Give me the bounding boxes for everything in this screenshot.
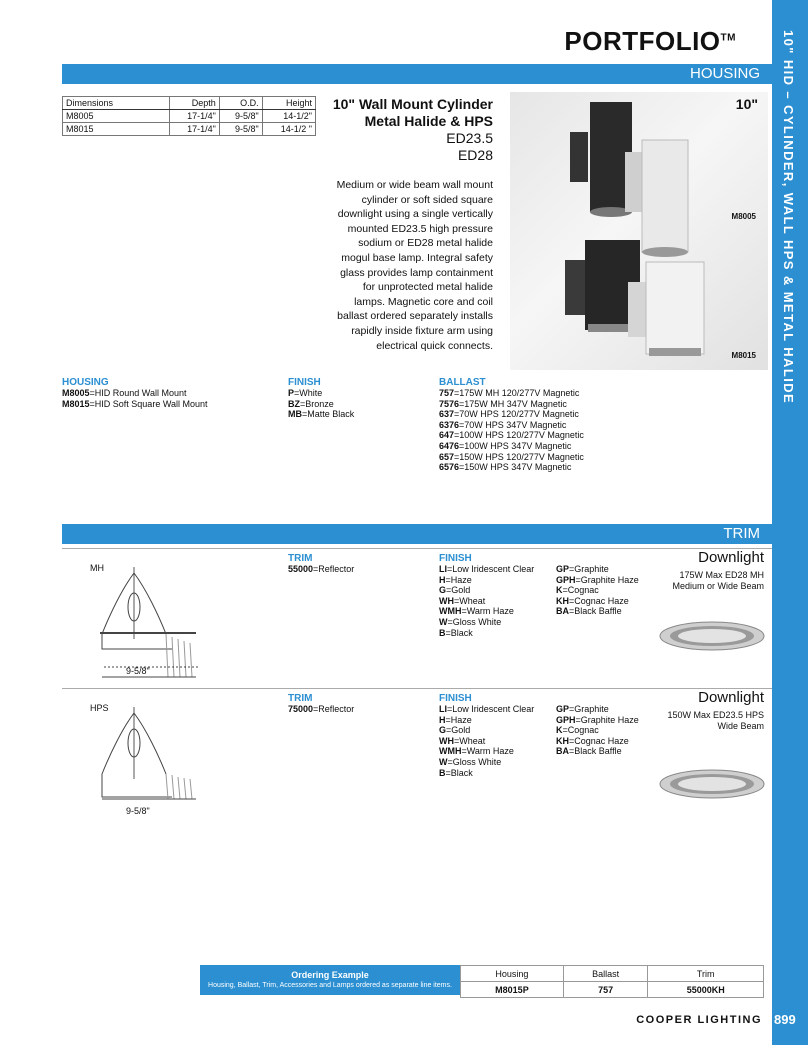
list-item xyxy=(62,388,282,399)
photo-label-m8015: M8015 xyxy=(731,351,756,360)
downlight-spec xyxy=(644,570,764,592)
list-item xyxy=(439,704,559,715)
trim-bar: TRIM xyxy=(62,524,772,544)
option-desc: =150W HPS 120/277V Magnetic xyxy=(454,451,584,462)
reflector-drawing-icon xyxy=(92,559,242,679)
table-header: Housing xyxy=(461,966,564,982)
list-item xyxy=(439,617,559,628)
option-code: WMH xyxy=(439,606,462,617)
option-code: W xyxy=(439,616,448,627)
product-title-block xyxy=(330,96,493,164)
finish-heading: FINISH xyxy=(439,693,472,704)
option-code: 637 xyxy=(439,409,455,420)
option-desc: =Bronze xyxy=(300,398,334,409)
table-header-row xyxy=(63,97,316,110)
option-code: 6376 xyxy=(439,419,460,430)
table-row xyxy=(63,110,316,123)
option-code: BA xyxy=(556,606,569,617)
option-code: GPH xyxy=(556,714,576,725)
lamp-type-2: ED28 xyxy=(457,147,493,163)
list-item xyxy=(439,441,639,452)
dimensions-table xyxy=(62,96,316,136)
option-desc: =Cognac xyxy=(562,585,599,596)
option-code: KH xyxy=(556,735,569,746)
option-desc: =Cognac Haze xyxy=(569,595,629,606)
list-item xyxy=(62,399,282,410)
option-desc: =White xyxy=(294,388,323,398)
table-cell: 757 xyxy=(563,982,648,998)
option-desc: =150W HPS 347V Magnetic xyxy=(459,462,572,473)
finish-heading: FINISH xyxy=(288,377,321,388)
list-item xyxy=(439,757,559,768)
option-code: H xyxy=(439,714,446,725)
option-code: G xyxy=(439,725,447,736)
list-item xyxy=(439,746,559,757)
list-item xyxy=(288,704,354,715)
table-cell: 9-5/8" xyxy=(219,110,262,123)
ballast-heading: BALLAST xyxy=(439,377,486,388)
downlight-spec-line: 150W Max ED23.5 HPS xyxy=(667,710,764,720)
downlight-spec xyxy=(644,710,764,732)
option-code: GPH xyxy=(556,574,576,585)
option-desc: =Haze xyxy=(445,574,472,585)
downlight-spec-line: 175W Max ED28 MH xyxy=(679,570,764,580)
housing-options xyxy=(62,377,282,409)
list-item xyxy=(439,715,559,726)
option-desc: =Wheat xyxy=(454,595,486,606)
table-cell: 14-1/2" xyxy=(262,110,315,123)
table-cell: M8015 xyxy=(63,123,170,136)
option-desc: =Graphite Haze xyxy=(575,714,639,725)
option-desc: =Gloss White xyxy=(447,616,502,627)
option-code: LI xyxy=(439,704,447,714)
option-code: B xyxy=(439,627,446,638)
option-code: GP xyxy=(556,564,570,574)
option-code: 55000 xyxy=(288,564,314,574)
photo-label-m8005: M8005 xyxy=(731,212,756,221)
option-desc: =Black Baffle xyxy=(569,746,622,757)
table-row xyxy=(63,123,316,136)
table-header: Trim xyxy=(648,966,764,982)
table-row xyxy=(461,982,764,998)
downlight-spec-line: Medium or Wide Beam xyxy=(672,581,764,591)
list-item xyxy=(288,409,428,420)
ordering-example xyxy=(200,965,460,995)
trim-ring-icon xyxy=(659,769,765,799)
table-header: Dimensions xyxy=(63,97,170,110)
option-desc: =100W HPS 120/277V Magnetic xyxy=(454,430,584,441)
trim-heading: TRIM xyxy=(288,553,313,564)
option-code: WMH xyxy=(439,746,462,757)
list-item xyxy=(556,596,666,607)
option-desc: =Black xyxy=(445,767,473,778)
list-item xyxy=(439,409,639,420)
option-desc: =Black Baffle xyxy=(569,606,622,617)
product-photo xyxy=(510,92,768,370)
downlight-title: Downlight xyxy=(698,549,764,566)
option-desc: =Reflector xyxy=(313,564,355,574)
option-desc: =Gold xyxy=(446,585,471,596)
list-item xyxy=(288,399,428,410)
option-desc: =Black xyxy=(445,627,473,638)
option-desc: =HID Round Wall Mount xyxy=(89,388,187,398)
option-desc: =Wheat xyxy=(454,735,486,746)
option-desc: =Haze xyxy=(445,714,472,725)
option-code: 75000 xyxy=(288,704,314,714)
downlight-spec-line: Wide Beam xyxy=(717,721,764,731)
option-code: 6576 xyxy=(439,462,460,473)
table-cell: 17-1/4" xyxy=(170,110,220,123)
trim-ring-icon xyxy=(659,621,765,651)
side-label: 10" HID – CYLINDER, WALL HPS & METAL HALIDE xyxy=(781,30,796,405)
table-cell: 9-5/8" xyxy=(219,123,262,136)
trim-block-hps xyxy=(62,688,772,829)
lamp-type-1: ED23.5 xyxy=(446,130,493,146)
trim-finish-col1 xyxy=(439,553,559,638)
option-desc: =Graphite xyxy=(569,704,609,714)
brand-tm: TM xyxy=(720,32,736,44)
option-desc: =100W HPS 347V Magnetic xyxy=(459,440,572,451)
finish-heading: FINISH xyxy=(439,553,472,564)
option-desc: =175W MH 347V Magnetic xyxy=(459,398,567,409)
option-desc: =Reflector xyxy=(313,704,355,714)
option-code: P xyxy=(288,388,295,398)
option-code: BZ xyxy=(288,398,300,409)
brand-title xyxy=(564,26,736,57)
size-label: 10" xyxy=(735,96,758,112)
option-desc: =70W HPS 347V Magnetic xyxy=(459,419,567,430)
list-item xyxy=(288,388,428,399)
option-desc: =Graphite Haze xyxy=(575,574,639,585)
ordering-note: Housing, Ballast, Trim, Accessories and Lamps ordered as separate line items. xyxy=(208,982,452,989)
trim-finish-col1 xyxy=(439,693,559,778)
trim-option xyxy=(288,553,354,575)
option-desc: =Gold xyxy=(446,725,471,736)
table-cell: 14-1/2 " xyxy=(262,123,315,136)
option-code: B xyxy=(439,767,446,778)
option-code: 657 xyxy=(439,451,455,462)
option-code: G xyxy=(439,585,447,596)
list-item xyxy=(439,628,559,639)
option-desc: =Low Iridescent Clear xyxy=(447,704,535,714)
option-desc: =Cognac Haze xyxy=(569,735,629,746)
option-code: M8005 xyxy=(62,388,90,398)
table-header: Ballast xyxy=(563,966,648,982)
lamp-label: MH xyxy=(90,563,104,573)
list-item xyxy=(439,768,559,779)
list-item xyxy=(439,575,559,586)
dimension-label: 9-5/8" xyxy=(126,806,150,816)
dimension-label: 9-5/8" xyxy=(126,666,150,676)
housing-heading: HOUSING xyxy=(62,377,109,388)
list-item xyxy=(439,564,559,575)
list-item xyxy=(288,564,354,575)
list-item xyxy=(439,399,639,410)
product-title: 10" Wall Mount Cylinder Metal Halide & HPS xyxy=(332,96,493,129)
page-number: 899 xyxy=(774,1012,796,1027)
list-item xyxy=(439,585,559,596)
list-item xyxy=(439,430,639,441)
finish-options xyxy=(288,377,428,420)
option-code: 757 xyxy=(439,388,455,398)
option-code: WH xyxy=(439,595,454,606)
table-header-row xyxy=(461,966,764,982)
list-item xyxy=(556,746,666,757)
option-code: BA xyxy=(556,746,569,757)
option-desc: =Warm Haze xyxy=(461,746,514,757)
list-item xyxy=(439,725,559,736)
option-desc: =175W MH 120/277V Magnetic xyxy=(454,388,580,398)
list-item xyxy=(439,388,639,399)
ordering-title: Ordering Example xyxy=(291,970,369,980)
product-description: Medium or wide beam wall mount cylinder or soft sided square downlight using a single vertically mounted ED23.5 high pressure sodium or ED28 metal halide mogul base lamp. Integral safety glass provides lamp containment for unprotected metal halide lamps. Magnetic core and coil ballast ordered separately installs rapidly inside fixture arm using electrical quick connects. xyxy=(336,179,493,352)
list-item xyxy=(556,606,666,617)
option-code: KH xyxy=(556,595,569,606)
ordering-table xyxy=(460,965,764,998)
table-header: Height xyxy=(262,97,315,110)
option-code: M8015 xyxy=(62,398,90,409)
trim-heading: TRIM xyxy=(288,693,313,704)
side-band xyxy=(772,0,808,1045)
option-code: K xyxy=(556,725,563,736)
reflector-drawing-icon xyxy=(92,699,242,819)
fixture-illustration xyxy=(510,92,768,370)
option-code: LI xyxy=(439,564,447,574)
option-code: W xyxy=(439,756,448,767)
option-code: GP xyxy=(556,704,570,714)
option-desc: =Cognac xyxy=(562,725,599,736)
trim-option xyxy=(288,693,354,715)
trim-block-mh xyxy=(62,548,772,684)
downlight-title: Downlight xyxy=(698,689,764,706)
list-item xyxy=(439,420,639,431)
brand-name: PORTFOLIO xyxy=(564,26,721,56)
list-item xyxy=(439,462,639,473)
table-header: O.D. xyxy=(219,97,262,110)
footer-brand: COOPER LIGHTING xyxy=(636,1014,762,1026)
option-code: 6476 xyxy=(439,440,460,451)
option-code: 7576 xyxy=(439,398,460,409)
option-desc: =Graphite xyxy=(569,564,609,574)
table-cell: 55000KH xyxy=(648,982,764,998)
option-code: MB xyxy=(288,409,302,420)
table-cell: M8005 xyxy=(63,110,170,123)
option-code: 647 xyxy=(439,430,455,441)
option-desc: =Low Iridescent Clear xyxy=(447,564,535,574)
option-desc: =Gloss White xyxy=(447,756,502,767)
table-cell: 17-1/4" xyxy=(170,123,220,136)
table-cell: M8015P xyxy=(461,982,564,998)
table-header: Depth xyxy=(170,97,220,110)
option-desc: =HID Soft Square Wall Mount xyxy=(89,398,208,409)
ballast-options xyxy=(439,377,639,473)
list-item xyxy=(439,596,559,607)
option-code: WH xyxy=(439,735,454,746)
list-item xyxy=(439,452,639,463)
option-desc: =70W HPS 120/277V Magnetic xyxy=(454,409,579,420)
option-desc: =Matte Black xyxy=(302,409,355,420)
list-item xyxy=(556,736,666,747)
option-code: K xyxy=(556,585,563,596)
housing-bar: HOUSING xyxy=(62,64,772,84)
option-desc: =Warm Haze xyxy=(461,606,514,617)
list-item xyxy=(439,606,559,617)
list-item xyxy=(439,736,559,747)
lamp-label: HPS xyxy=(90,703,109,713)
option-code: H xyxy=(439,574,446,585)
